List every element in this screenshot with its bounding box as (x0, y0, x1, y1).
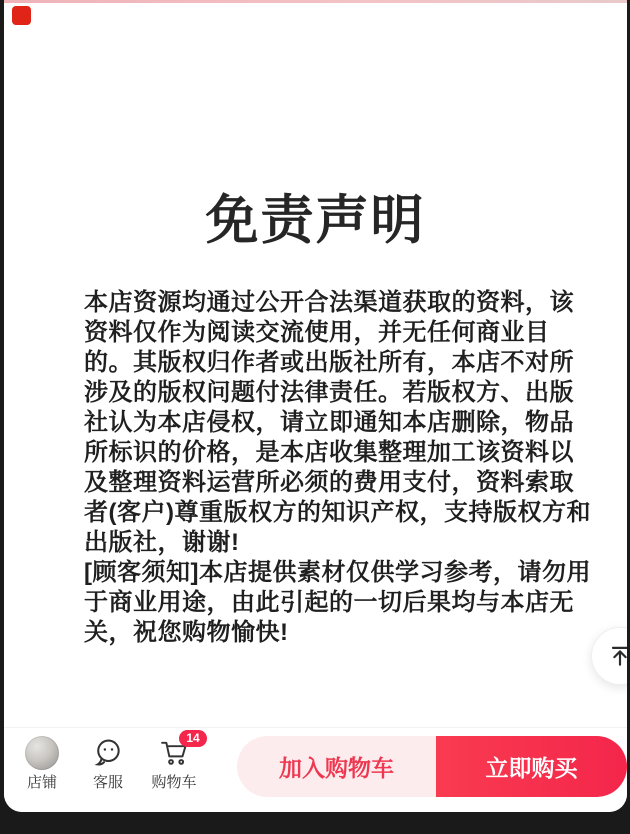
buy-now-button[interactable]: 立即购买 (436, 736, 627, 797)
arrow-up-to-bar-icon (607, 643, 627, 669)
disclaimer-text (84, 288, 604, 648)
disclaimer-line: 于商业用途，由此引起的一切后果均与本店无 (84, 589, 574, 616)
red-corner-marker-icon (12, 6, 31, 25)
top-divider-strip (4, 0, 627, 3)
customer-service-button[interactable] (78, 736, 138, 791)
disclaimer-line: 所标识的价格，是本店收集整理加工该资料以 (84, 439, 574, 466)
cart-badge: 14 (179, 730, 207, 747)
disclaimer-line: 涉及的版权问题付法律责任。若版权方、出版 (84, 379, 574, 406)
shop-label: 店铺 (26, 774, 57, 791)
disclaimer-line: 出版社，谢谢! (84, 529, 240, 556)
add-to-cart-button[interactable]: 加入购物车 (237, 736, 436, 797)
phone-screen (4, 0, 627, 812)
disclaimer-line: 关，祝您购物愉快! (84, 619, 289, 646)
disclaimer-line: 的。其版权归作者或出版社所有，本店不对所 (84, 349, 574, 376)
shop-avatar-icon (25, 736, 59, 770)
disclaimer-line: 社认为本店侵权，请立即通知本店删除，物品 (84, 409, 574, 436)
cart-button[interactable] (144, 731, 204, 791)
shop-button[interactable] (12, 736, 72, 791)
cart-icon (157, 731, 200, 770)
page-title: 免责声明 (205, 191, 426, 250)
disclaimer-line: 资料仅作为阅读交流使用，并无任何商业目 (84, 319, 550, 346)
chat-bubble-icon (91, 736, 125, 770)
disclaimer-line: 本店资源均通过公开合法渠道获取的资料，该 (84, 289, 574, 316)
bottom-action-bar (4, 727, 627, 812)
disclaimer-line: 及整理资料运营所必须的费用支付，资料索取 (84, 469, 574, 496)
customer-service-label: 客服 (92, 774, 123, 791)
disclaimer-line: 者(客户)尊重版权方的知识产权，支持版权方和 (84, 499, 591, 526)
cart-label: 购物车 (151, 774, 197, 791)
disclaimer-line: [顾客须知]本店提供素材仅供学习参考，请勿用 (84, 559, 591, 586)
